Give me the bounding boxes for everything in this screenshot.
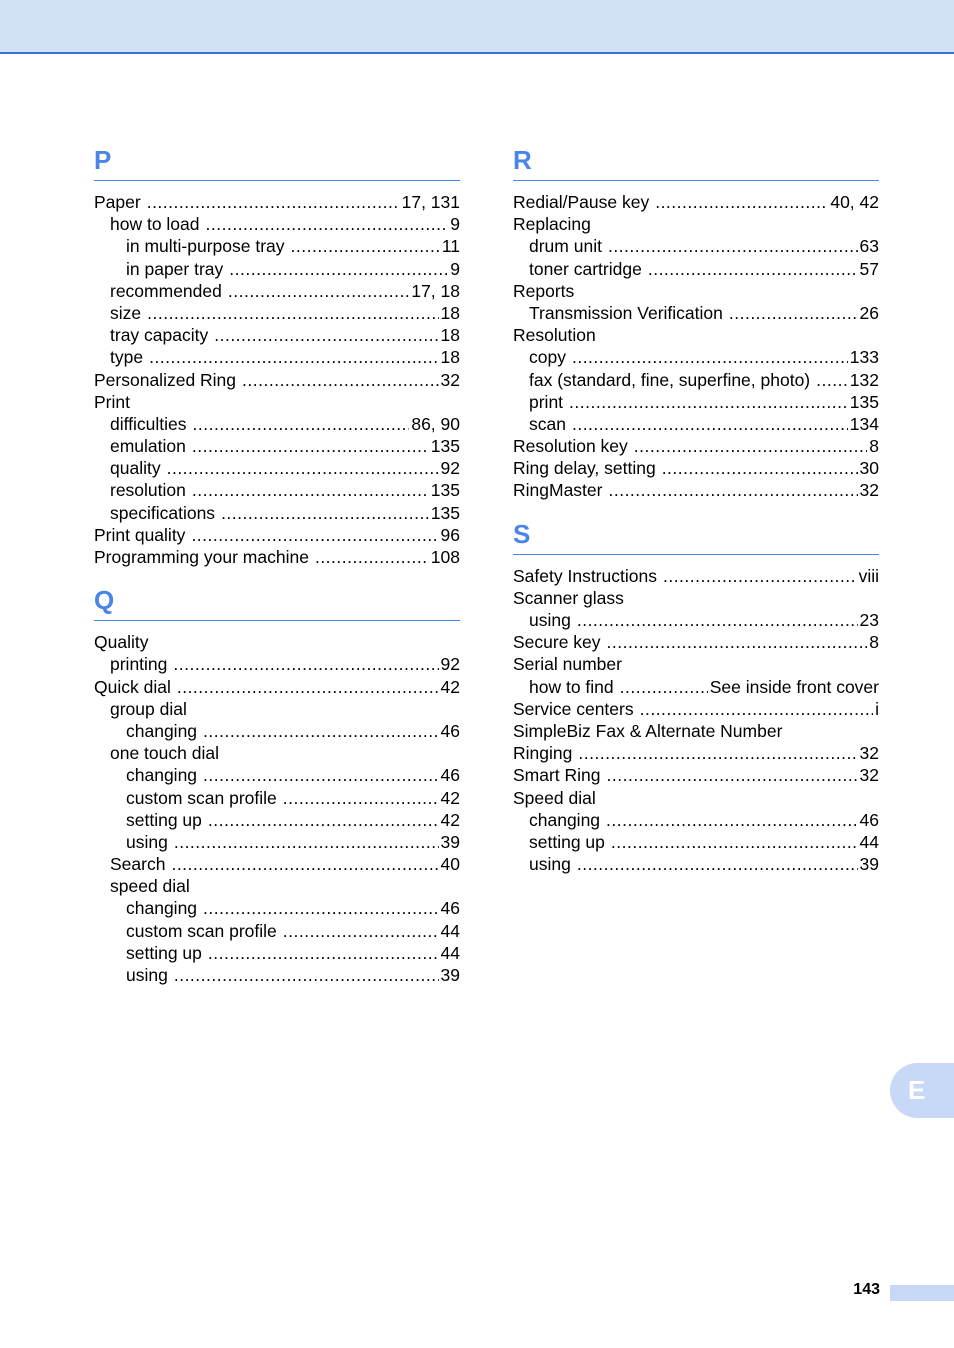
index-page-reference[interactable]: 8	[869, 436, 879, 457]
chapter-tab-label: E	[908, 1075, 926, 1105]
index-entry[interactable]	[94, 676, 460, 698]
index-page-reference[interactable]: 135	[430, 502, 460, 523]
section-spacer	[94, 568, 460, 580]
section-letter-heading: Q	[94, 580, 460, 621]
index-entry[interactable]	[513, 698, 879, 720]
dot-leader	[242, 369, 439, 391]
index-entry[interactable]	[513, 213, 879, 235]
index-entry[interactable]	[513, 457, 879, 479]
dot-leader	[206, 213, 449, 235]
index-term: Transmission Verification	[529, 302, 723, 323]
index-term: toner cartridge	[529, 258, 642, 279]
dot-leader	[228, 280, 409, 302]
index-entry[interactable]	[513, 764, 879, 786]
index-term: Print quality	[94, 524, 186, 545]
dot-leader	[173, 653, 438, 675]
dot-leader	[193, 413, 410, 435]
dot-leader	[577, 609, 858, 631]
dot-leader	[648, 258, 858, 280]
index-entry[interactable]	[94, 435, 460, 457]
index-entry[interactable]	[94, 479, 460, 501]
index-page-reference[interactable]: 132	[849, 369, 879, 390]
dot-leader	[177, 676, 439, 698]
dot-leader	[283, 920, 439, 942]
dot-leader	[167, 457, 439, 479]
index-term: difficulties	[110, 413, 187, 434]
index-entry[interactable]	[513, 653, 879, 675]
index-term: custom scan profile	[126, 920, 277, 941]
index-entry[interactable]	[94, 720, 460, 742]
index-term: setting up	[126, 809, 202, 830]
index-term: fax (standard, fine, superfine, photo)	[529, 369, 811, 390]
dot-leader	[607, 631, 868, 653]
dot-leader	[611, 831, 858, 853]
index-entry[interactable]	[94, 742, 460, 764]
dot-leader	[229, 258, 448, 280]
index-page-reference[interactable]: 17, 18	[411, 280, 460, 301]
index-entry[interactable]	[513, 479, 879, 501]
index-page-reference[interactable]: 63	[859, 236, 879, 257]
index-term: setting up	[126, 942, 202, 963]
index-entry[interactable]	[94, 787, 460, 809]
index-entry[interactable]	[513, 831, 879, 853]
index-entry[interactable]	[94, 457, 460, 479]
dot-leader	[729, 302, 858, 324]
index-entry[interactable]	[94, 831, 460, 853]
dot-leader	[191, 524, 438, 546]
index-entry[interactable]	[513, 346, 879, 368]
dot-leader	[608, 479, 857, 501]
dot-leader	[192, 435, 429, 457]
index-term: Replacing	[513, 214, 591, 235]
index-page-reference[interactable]: 23	[859, 610, 879, 630]
index-term: SimpleBiz Fax & Alternate Number	[513, 720, 783, 741]
index-term: tray capacity	[110, 325, 209, 346]
index-entry[interactable]	[513, 720, 879, 742]
index-entry[interactable]	[513, 587, 879, 609]
index-entry[interactable]	[94, 369, 460, 391]
index-entry[interactable]	[513, 631, 879, 653]
dot-leader	[283, 787, 439, 809]
index-term: Print	[94, 391, 130, 412]
dot-leader	[572, 346, 848, 368]
index-page-reference[interactable]: 18	[440, 302, 460, 323]
index-page-reference[interactable]: 135	[430, 480, 460, 501]
index-page-reference[interactable]: 17, 131	[401, 192, 460, 212]
index-entry[interactable]	[513, 302, 879, 324]
dot-leader	[174, 964, 439, 986]
index-entry[interactable]	[94, 413, 460, 435]
index-term: one touch dial	[110, 743, 219, 764]
index-entry[interactable]	[94, 524, 460, 546]
dot-leader	[208, 942, 439, 964]
index-entry[interactable]	[513, 191, 879, 213]
index-term: size	[110, 302, 142, 323]
section-letter-heading: R	[513, 140, 879, 181]
dot-leader	[569, 391, 848, 413]
index-term: emulation	[110, 436, 186, 457]
index-term: changing	[126, 720, 198, 741]
dot-leader	[655, 191, 828, 213]
index-term: group dial	[110, 698, 187, 719]
index-entry[interactable]	[94, 258, 460, 280]
index-page-reference[interactable]: 57	[859, 258, 879, 279]
header-band	[0, 0, 954, 54]
dot-leader	[577, 853, 858, 875]
index-page-reference[interactable]: 42	[440, 809, 460, 830]
index-page-reference[interactable]: 134	[849, 413, 879, 434]
section-spacer	[513, 502, 879, 514]
dot-leader	[606, 809, 857, 831]
index-term: Resolution key	[513, 436, 628, 457]
index-entry[interactable]	[94, 875, 460, 897]
index-page-reference[interactable]: 39	[440, 965, 460, 985]
index-page-reference[interactable]: 18	[440, 347, 460, 368]
index-entry[interactable]	[94, 346, 460, 368]
index-page-reference[interactable]: 96	[440, 524, 460, 545]
index-entry[interactable]	[94, 324, 460, 346]
index-term: in paper tray	[126, 258, 224, 279]
dot-leader	[620, 676, 708, 698]
dot-leader	[607, 764, 858, 786]
index-page-reference[interactable]: 30	[859, 458, 879, 479]
index-entry[interactable]	[513, 742, 879, 764]
index-entry[interactable]	[94, 191, 460, 213]
index-term: using	[529, 854, 571, 875]
index-entry[interactable]	[94, 546, 460, 568]
page-number-bar	[890, 1285, 954, 1301]
index-entry[interactable]	[94, 502, 460, 524]
index-term: type	[110, 347, 144, 368]
index-term: Redial/Pause key	[513, 192, 650, 212]
index-entry[interactable]	[513, 809, 879, 831]
index-page-reference[interactable]: 42	[440, 676, 460, 697]
index-entry[interactable]	[513, 391, 879, 413]
index-term: Ringing	[513, 743, 573, 764]
dot-leader	[640, 698, 874, 720]
index-entry[interactable]	[94, 302, 460, 324]
index-term: changing	[126, 765, 198, 786]
index-term: Reports	[513, 280, 575, 301]
dot-leader	[608, 235, 858, 257]
index-section	[94, 140, 460, 568]
dot-leader	[662, 457, 858, 479]
index-entry[interactable]	[513, 787, 879, 809]
index-entry[interactable]	[513, 258, 879, 280]
dot-leader	[214, 324, 438, 346]
index-page-reference[interactable]: 32	[859, 743, 879, 764]
index-entry[interactable]	[513, 609, 879, 631]
index-entry[interactable]	[94, 920, 460, 942]
index-term: Search	[110, 854, 166, 875]
index-term: Safety Instructions	[513, 565, 657, 586]
index-term: custom scan profile	[126, 787, 277, 808]
index-term: Secure key	[513, 632, 601, 653]
index-term: specifications	[110, 502, 216, 523]
dot-leader	[203, 764, 438, 786]
index-term: Quality	[94, 632, 149, 653]
index-page-reference[interactable]: 8	[869, 632, 879, 653]
index-term: Programming your machine	[94, 547, 309, 567]
index-page-reference[interactable]: 40, 42	[830, 192, 879, 212]
index-page-reference[interactable]: 40	[440, 854, 460, 875]
index-page-reference[interactable]: 46	[440, 765, 460, 786]
index-page-reference[interactable]: 39	[859, 854, 879, 875]
index-term: using	[126, 831, 168, 852]
index-page-reference[interactable]: 32	[440, 369, 460, 390]
index-page-reference[interactable]: 32	[859, 765, 879, 786]
dot-leader	[663, 565, 857, 587]
index-term: Speed dial	[513, 787, 596, 808]
dot-leader	[816, 369, 848, 391]
index-term: using	[126, 965, 168, 985]
index-term: Personalized Ring	[94, 369, 237, 390]
index-section	[513, 140, 879, 502]
index-page-reference[interactable]: 11	[441, 236, 460, 257]
dot-leader	[147, 302, 438, 324]
index-entry[interactable]	[94, 213, 460, 235]
dot-leader	[221, 502, 429, 524]
index-term: changing	[529, 809, 601, 830]
index-entry[interactable]	[94, 809, 460, 831]
dot-leader	[147, 191, 400, 213]
index-page-reference[interactable]: 18	[440, 325, 460, 346]
index-page-reference[interactable]: 44	[440, 920, 460, 941]
index-page-reference[interactable]: 39	[440, 831, 460, 852]
index-term: Ring delay, setting	[513, 458, 656, 479]
index-page-reference[interactable]: See inside front cover	[709, 676, 879, 697]
index-term: Service centers	[513, 698, 634, 719]
index-entry[interactable]	[94, 653, 460, 675]
index-term: scan	[529, 413, 566, 434]
index-term: printing	[110, 654, 168, 675]
index-page-reference[interactable]: 44	[440, 942, 460, 963]
section-letter-heading: S	[513, 514, 879, 555]
index-page-reference[interactable]: 46	[440, 898, 460, 919]
index-term: Scanner glass	[513, 587, 624, 608]
index-term: using	[529, 610, 571, 630]
index-entry[interactable]	[513, 676, 879, 698]
index-entry[interactable]	[94, 235, 460, 257]
dot-leader	[315, 546, 429, 568]
index-term: recommended	[110, 280, 222, 301]
index-entry[interactable]	[513, 369, 879, 391]
index-page-reference[interactable]: 133	[849, 347, 879, 368]
index-page-reference[interactable]: 9	[450, 214, 460, 235]
dot-leader	[208, 809, 439, 831]
index-entry[interactable]	[94, 280, 460, 302]
page-number: 143	[853, 1281, 880, 1298]
index-term: how to load	[110, 214, 200, 235]
index-term: quality	[110, 458, 161, 479]
index-entry[interactable]	[94, 964, 460, 986]
index-term: how to find	[529, 676, 614, 697]
index-term: Smart Ring	[513, 765, 601, 786]
index-entry[interactable]	[94, 391, 460, 413]
index-entry[interactable]	[94, 853, 460, 875]
index-entry[interactable]	[94, 698, 460, 720]
index-term: resolution	[110, 480, 186, 501]
index-column-right	[513, 140, 879, 875]
index-entry[interactable]	[513, 413, 879, 435]
index-page-reference[interactable]: 92	[440, 654, 460, 675]
index-entry[interactable]	[513, 565, 879, 587]
section-letter-heading: P	[94, 140, 460, 181]
index-page-reference[interactable]: 9	[450, 258, 460, 279]
index-section	[94, 580, 460, 986]
dot-leader	[192, 479, 429, 501]
index-page-reference[interactable]: 46	[859, 809, 879, 830]
index-term: Quick dial	[94, 676, 171, 697]
index-entry[interactable]	[94, 897, 460, 919]
index-page-reference[interactable]: 135	[430, 436, 460, 457]
index-entry[interactable]	[513, 235, 879, 257]
dot-leader	[572, 413, 848, 435]
index-term: changing	[126, 898, 198, 919]
index-term: drum unit	[529, 236, 602, 257]
index-term: RingMaster	[513, 480, 603, 501]
index-term: in multi-purpose tray	[126, 236, 285, 257]
dot-leader	[634, 435, 867, 457]
index-page-reference[interactable]: i	[875, 698, 879, 719]
index-entry[interactable]	[513, 280, 879, 302]
index-term: Paper	[94, 192, 141, 212]
index-page-reference[interactable]: 26	[859, 302, 879, 323]
index-page-reference[interactable]: 42	[440, 787, 460, 808]
dot-leader	[203, 720, 438, 742]
index-page-reference[interactable]: 86, 90	[411, 413, 460, 434]
dot-leader	[149, 346, 438, 368]
index-page-reference[interactable]: 32	[859, 480, 879, 501]
index-term: setting up	[529, 831, 605, 852]
index-page-reference[interactable]: 108	[430, 547, 460, 567]
dot-leader	[174, 831, 439, 853]
index-page-reference[interactable]: 135	[849, 391, 879, 412]
dot-leader	[291, 235, 440, 257]
index-page-reference[interactable]: 46	[440, 720, 460, 741]
index-term: Serial number	[513, 654, 622, 675]
index-term: print	[529, 391, 564, 412]
index-column-left	[94, 140, 460, 986]
index-term: speed dial	[110, 876, 190, 897]
index-page-reference[interactable]: viii	[858, 565, 879, 586]
index-entry[interactable]	[513, 853, 879, 875]
index-entry[interactable]	[94, 764, 460, 786]
index-term: copy	[529, 347, 566, 368]
index-page-reference[interactable]: 44	[859, 831, 879, 852]
index-page-reference[interactable]: 92	[440, 458, 460, 479]
dot-leader	[578, 742, 857, 764]
dot-leader	[171, 853, 438, 875]
index-term: Resolution	[513, 325, 596, 346]
chapter-tab[interactable]	[890, 1063, 954, 1118]
index-entry[interactable]	[513, 435, 879, 457]
index-entry[interactable]	[513, 324, 879, 346]
index-entry[interactable]	[94, 631, 460, 653]
dot-leader	[203, 897, 438, 919]
index-entry[interactable]	[94, 942, 460, 964]
index-section	[513, 514, 879, 876]
